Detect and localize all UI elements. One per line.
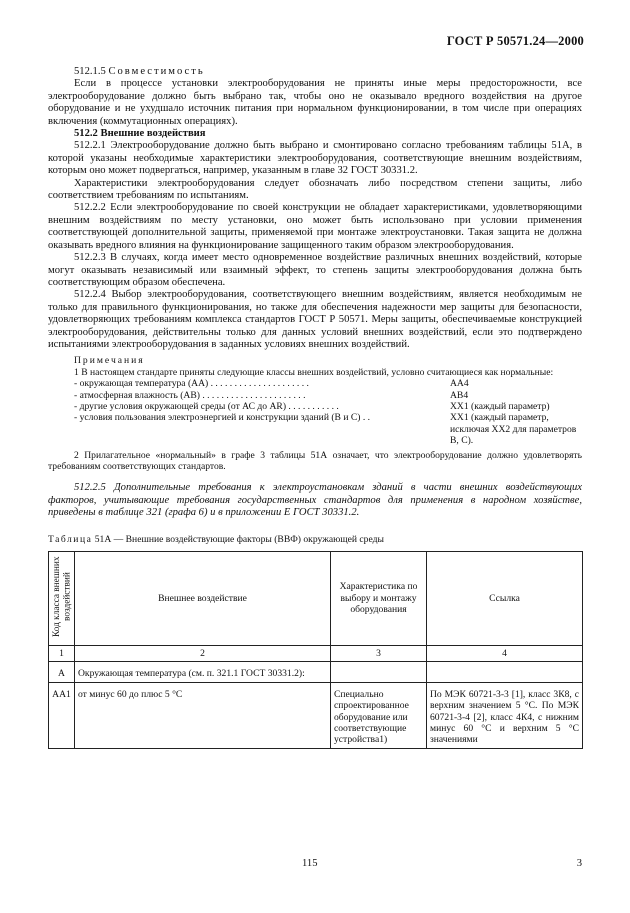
section-512-1-5-heading [48, 66, 582, 78]
document-body [48, 66, 582, 749]
table-header-row [49, 551, 583, 645]
page-number: 115 [302, 858, 318, 869]
table-header-cell: Ссылка [427, 551, 583, 645]
table-row [49, 682, 583, 748]
table-header-cell [49, 551, 75, 645]
table-header-cell: Характеристика по выбору и монтажу оборудования [331, 551, 427, 645]
paragraph: 512.2.3 В случаях, когда имеет место одновременное воздействие различных внешних воздействий, которые могут оказывать независимый или взаимный эффект, то степень защиты электрооборудования должна быть соответствующим образом обеспечена. [48, 252, 582, 288]
sheet-number: 3 [576, 858, 582, 869]
note-list-item [48, 401, 582, 412]
paragraph: 512.2.2 Если электрооборудование по своей конструкции не обладает характеристиками, удовлетворяющими внешним воздействиям по месту установки, оно может быть использовано при условии применения соответствующей дополнительной защиты, применяемой при монтаже электроустановки. Такая защита не должна оказывать вредного влияния на функционирование защищенного таким образом электрооборудования. [48, 202, 582, 251]
table-cell-code: АА1 [49, 682, 75, 748]
table-caption-text: 51А — Внешние воздействующие факторы (ВВФ) окружающей среды [94, 533, 384, 545]
section-number: 512.1.5 [74, 66, 106, 77]
section-number: 512.2 [74, 128, 98, 140]
notes-title: Примечания [74, 355, 145, 367]
table-51a [48, 551, 583, 749]
note-item-value: ХХ1 (каждый параметр) [450, 400, 550, 412]
table-header-text: Код класса внешних воздействий [52, 556, 73, 637]
paragraph: Характеристики электрооборудования следует обозначать либо посредством степени защиты, либо соответствием требованиям по испытаниям. [48, 177, 582, 202]
table-cell-influence: от минус 60 до плюс 5 °С [75, 682, 331, 748]
note-list-item [48, 378, 582, 389]
section-title: Внешние воздействия [100, 128, 206, 140]
table-cell-characteristic: Специально спроектированное оборудование или соответствующие устройства1) [331, 682, 427, 748]
table-column-number: 1 [49, 646, 75, 662]
table-column-number: 2 [75, 646, 331, 662]
table-caption [48, 534, 582, 545]
note-item-label: - условия пользования электроэнергией и конструкции зданий (В и С) . . [74, 412, 371, 424]
table-column-numbers-row [49, 646, 583, 662]
table-column-number: 4 [427, 646, 583, 662]
paragraph: 512.2.4 Выбор электрооборудования, соответствующего внешним воздействиям, является необходимым не только для правильного функционирования, но также для обеспечения надежности мер защиты для безопасности, удовлетворяющих требованиям комплекса стандартов ГОСТ Р 50571. Меры защиты, обеспечиваемые конструкцией электрооборудования, действительны только для данных условий внешних воздействий, если это подтверждено испытаниями электрооборудования в заданных условиях внешних воздействий. [48, 289, 582, 350]
note-list-item [48, 412, 582, 446]
table-cell-influence: Окружающая температура (см. п. 321.1 ГОСТ 30331.2): [75, 662, 331, 682]
note-list-item [48, 390, 582, 401]
table-cell-code: А [49, 662, 75, 682]
notes-block [48, 355, 582, 472]
section-title: Совместимость [108, 66, 205, 77]
table-cell-reference: По МЭК 60721-3-3 [1], класс 3К8, с верхним значением 5 °С. По МЭК 60721-3-4 [2], класс 4К4, с нижним минус 60 °С и верхним 5 °С значениями [427, 682, 583, 748]
paragraph: 512.2.1 Электрооборудование должно быть выбрано и смонтировано согласно требованиям таблицы 51А, в которой указаны необходимые характеристики электрооборудования, соответствующие внешним воздействиям, которым оно может подвергаться, например, указанным в главе 32 ГОСТ 30331.2. [48, 140, 582, 177]
note-item-value: ХХ1 (каждый параметр, исключая ХХ2 для параметров В, С). [450, 412, 577, 447]
document-header: ГОСТ Р 50571.24—2000 [446, 34, 584, 48]
note-1: 1 В настоящем стандарте приняты следующие классы внешних воздействий, условно считающиеся как нормальные: [74, 366, 554, 378]
table-row [49, 662, 583, 682]
table-column-number: 3 [331, 646, 427, 662]
section-512-2-heading [48, 128, 582, 140]
note-item-label: - окружающая температура (АА) . . . . . . . . . . . . . . . . . . . . . [74, 378, 309, 390]
note-item-label: - атмосферная влажность (АВ) . . . . . . . . . . . . . . . . . . . . . . [74, 389, 306, 401]
paragraph-italic: 512.2.5 Дополнительные требования к электроустановкам зданий в части внешних воздействующих факторов, учитывающие требования государственных стандартов для применения в народном хозяйстве, приведены в таблице 321 (графа 6) и в приложении Е ГОСТ 30331.2. [48, 482, 582, 519]
note-2: 2 Прилагательное «нормальный» в графе 3 таблицы 51А означает, что электрооборудование должно удовлетворять требованиям соответствующих стандартов. [48, 449, 582, 472]
note-item-value: АА4 [450, 378, 469, 390]
note-item-label: - другие условия окружающей среды (от АС до AR) . . . . . . . . . . . [74, 400, 339, 412]
note-item-value: АВ4 [450, 389, 469, 401]
paragraph: Если в процессе установки электрооборудования не приняты иные меры предосторожности, все электрооборудование должно быть выбрано так, чтобы оно не оказывало вредного воздействия на другое оборудование и не ухудшало источник питания при нормальном функционировании, в том числе при операциях включения (коммутационных операциях). [48, 78, 582, 127]
table-caption-label: Таблица [48, 533, 93, 545]
table-cell-characteristic [331, 662, 427, 682]
table-cell-reference [427, 662, 583, 682]
table-header-cell: Внешнее воздействие [75, 551, 331, 645]
